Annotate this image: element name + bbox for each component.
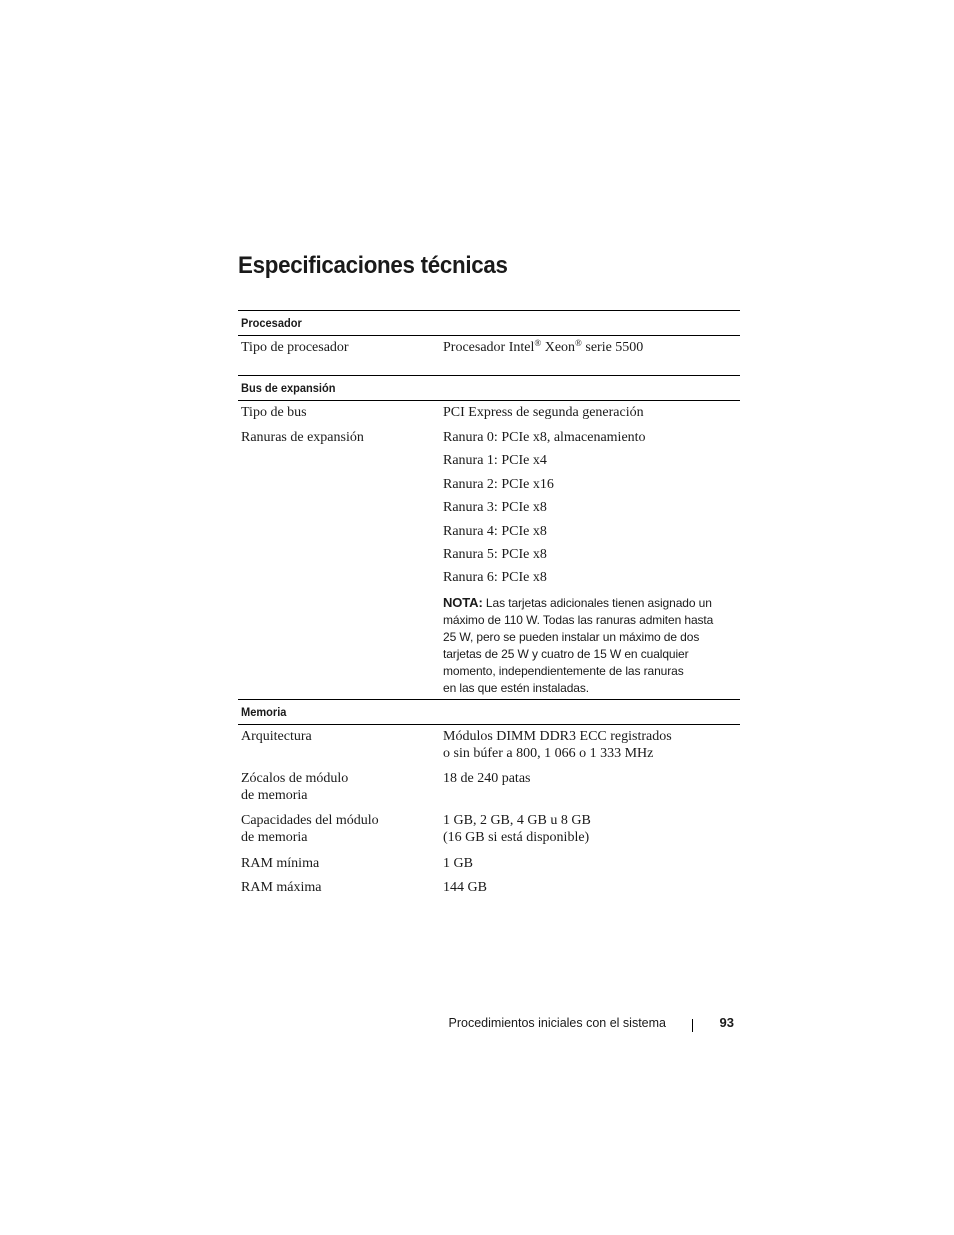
spec-label: RAM máxima (241, 879, 322, 895)
section-header-processor (238, 310, 740, 336)
note-text: Las tarjetas adicionales tienen asignado un (482, 595, 712, 610)
spec-value-list (443, 429, 740, 699)
section-title: Bus de expansión (241, 381, 336, 395)
note-text: 25 W, pero se pueden instalar un máximo de dos (443, 629, 700, 644)
page-number: 93 (719, 1015, 734, 1030)
note-text: momento, independientemente de las ranuras (443, 663, 684, 678)
spec-row-memory-sockets (238, 770, 740, 812)
spec-value: 144 GB (443, 879, 487, 895)
footer-separator (692, 1019, 693, 1032)
spec-label: Arquitectura (241, 728, 312, 744)
spec-value: 1 GB (443, 855, 473, 871)
slot-item: Ranura 1: PCIe x4 (443, 453, 547, 469)
section-title: Memoria (241, 704, 287, 719)
note (443, 594, 735, 699)
spec-label: RAM mínima (241, 855, 320, 871)
note-label: NOTA: (443, 594, 483, 610)
slot-item: Ranura 0: PCIe x8, almacenamiento (443, 430, 646, 445)
slot-item: Ranura 4: PCIe x8 (443, 523, 547, 539)
spec-label: Tipo de procesador (241, 340, 349, 355)
spec-row-processor-type (238, 339, 740, 375)
slot-item: Ranura 2: PCIe x16 (443, 476, 554, 492)
spec-value: PCI Express de segunda generación (443, 405, 644, 420)
note-text: en las que estén instaladas. (443, 680, 589, 695)
slot-item: Ranura 5: PCIe x8 (443, 546, 547, 562)
registered-trademark: ® (534, 338, 542, 348)
slot-item: Ranura 3: PCIe x8 (443, 500, 547, 516)
spec-value: Procesador Intel® Xeon® serie 5500 (443, 338, 644, 355)
spec-row-expansion-slots (238, 429, 740, 699)
section-header-memory (238, 699, 740, 725)
spec-value: 18 de 240 patas (443, 770, 531, 786)
slot-item: Ranura 6: PCIe x8 (443, 570, 547, 586)
spec-label: Ranuras de expansión (241, 430, 364, 445)
spec-row-architecture (238, 728, 740, 770)
spec-table (238, 310, 740, 903)
footer-running-title: Procedimientos iniciales con el sistema (448, 1016, 666, 1030)
spec-label: Capacidades del módulo de memoria (241, 812, 379, 846)
spec-row-ram-max (238, 879, 740, 903)
section-header-expansion-bus (238, 375, 740, 401)
spec-row-ram-min (238, 855, 740, 879)
spec-value: Módulos DIMM DDR3 ECC registrados o sin búfer a 800, 1 066 o 1 333 MHz (443, 728, 672, 762)
note-text: máximo de 110 W. Todas las ranuras admiten hasta (443, 612, 714, 627)
spec-label: Zócalos de módulo de memoria (241, 770, 349, 804)
note-text: tarjetas de 25 W y cuatro de 15 W en cualquier (443, 646, 689, 661)
registered-trademark: ® (575, 338, 582, 348)
spec-row-module-capacities (238, 812, 740, 855)
section-title: Procesador (241, 316, 302, 330)
page-title: Especificaciones técnicas (238, 252, 508, 279)
spec-value: 1 GB, 2 GB, 4 GB u 8 GB (16 GB si está disponible) (443, 812, 591, 846)
spec-label: Tipo de bus (241, 405, 307, 420)
spec-row-bus-type (238, 404, 740, 429)
